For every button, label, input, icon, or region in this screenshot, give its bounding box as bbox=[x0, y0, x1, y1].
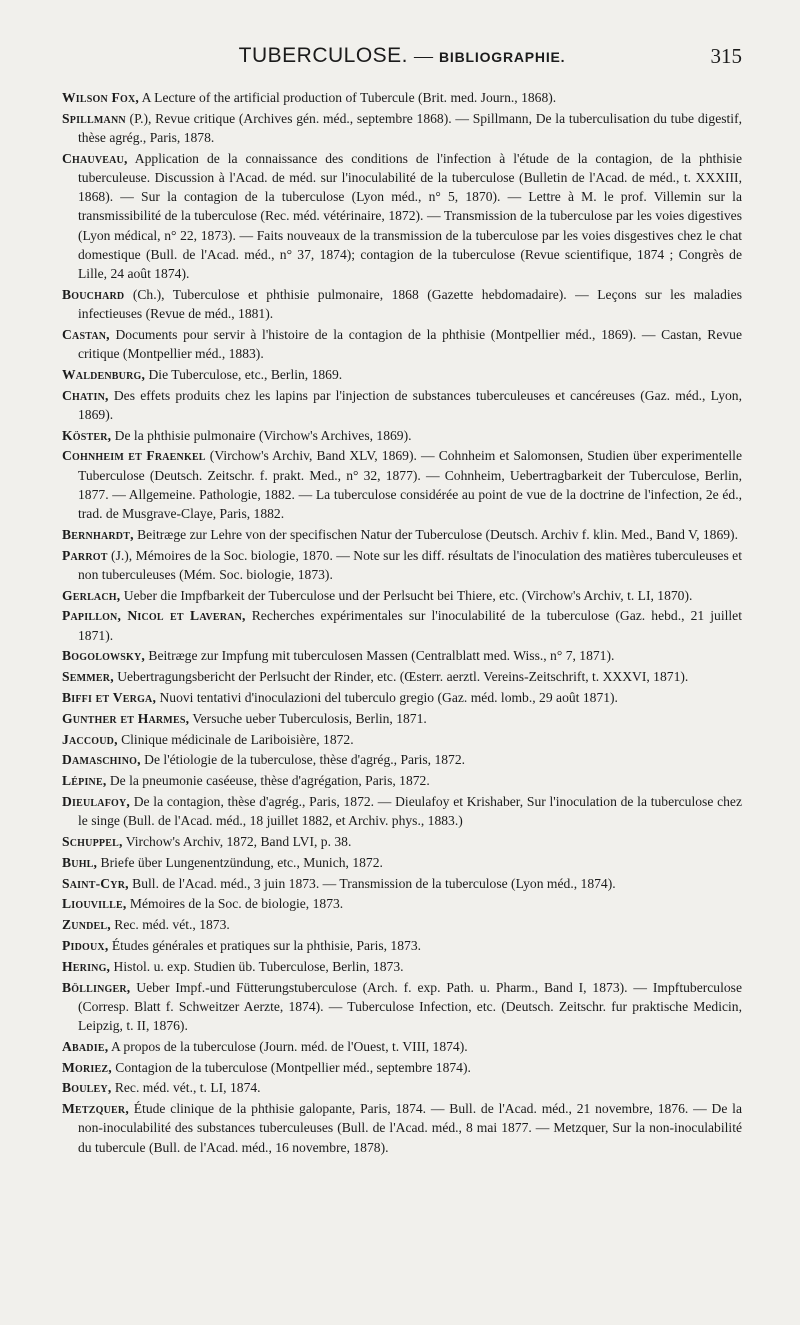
entry-text: Clinique médicinale de Lariboisière, 1872. bbox=[117, 731, 354, 747]
running-header bbox=[62, 44, 742, 80]
entry-author: Bouchard bbox=[62, 286, 125, 302]
entry-text: (P.), Revue critique (Archives gén. méd., septembre 1868). — Spillmann, De la tuberculisation du tube digestif, thèse agrég., Paris, 1878. bbox=[78, 110, 742, 145]
entry-text: Mémoires de la Soc. de biologie, 1873. bbox=[126, 896, 344, 912]
entry-author: Chatin, bbox=[62, 387, 109, 403]
bibliography-entry bbox=[62, 771, 742, 790]
entry-text: Bull. de l'Acad. méd., 3 juin 1873. — Transmission de la tuberculose (Lyon méd., 1874). bbox=[128, 875, 616, 891]
bibliography-entry bbox=[62, 365, 742, 384]
entry-author: Spillmann bbox=[62, 110, 126, 126]
entry-author: Lépine, bbox=[62, 773, 107, 789]
entry-text: De la pneumonie caséeuse, thèse d'agrégation, Paris, 1872. bbox=[106, 773, 430, 789]
entry-author: Wilson Fox, bbox=[62, 90, 140, 105]
entry-author: Dieulafoy, bbox=[62, 793, 130, 809]
entry-text: Beitræge zur Impfung mit tuberculosen Massen (Centralblatt med. Wiss., n° 7, 1871). bbox=[145, 648, 615, 664]
bibliography-list bbox=[62, 88, 742, 1157]
entry-text: Rec. méd. vét., 1873. bbox=[110, 917, 230, 933]
bibliography-entry bbox=[62, 446, 742, 523]
entry-author: Chauveau, bbox=[62, 150, 128, 166]
bibliography-entry bbox=[62, 525, 742, 544]
entry-author: Semmer, bbox=[62, 669, 114, 685]
bibliography-entry bbox=[62, 1078, 742, 1097]
entry-author: Saint-Cyr, bbox=[62, 875, 129, 891]
bibliography-entry bbox=[62, 426, 742, 445]
entry-author: Pidoux, bbox=[62, 937, 109, 953]
bibliography-entry bbox=[62, 586, 742, 605]
entry-text: A Lecture of the artificial production of Tubercule (Brit. med. Journ., 1868). bbox=[139, 90, 557, 105]
entry-author: Köster, bbox=[62, 427, 112, 443]
entry-author: Damaschino, bbox=[62, 752, 141, 768]
entry-author: Biffi et Verga, bbox=[62, 690, 157, 705]
entry-text: De la phthisie pulmonaire (Virchow's Archives, 1869). bbox=[111, 427, 412, 443]
entry-text: Ueber Impf.-und Fütterungstuberculose (Arch. f. exp. Path. u. Pharm., Band I, 1873). — Impftuberculose (Corresp. Blatt f. Schweitzer Aerzte, 1874). — Tuberculose Infection, etc. (Deutsch. Zeitschr. fur praktische Medicin, Leipzig, t. II, 1876). bbox=[78, 979, 742, 1033]
entry-text: A propos de la tuberculose (Journ. méd. de l'Ouest, t. VIII, 1874). bbox=[108, 1038, 468, 1054]
entry-author: Papillon, Nicol et Laveran, bbox=[62, 608, 246, 624]
bibliography-entry bbox=[62, 874, 742, 893]
bibliography-entry bbox=[62, 792, 742, 830]
entry-author: Gerlach, bbox=[62, 587, 121, 603]
entry-text: (J.), Mémoires de la Soc. biologie, 1870. — Note sur les diff. résultats de l'inoculation des matières tuberculeuses et non tuberculeuses (Mém. Soc. biologie, 1873). bbox=[78, 547, 742, 582]
bibliography-entry bbox=[62, 832, 742, 851]
entry-text: De l'étiologie de la tuberculose, thèse d'agrég., Paris, 1872. bbox=[140, 752, 466, 768]
entry-text: Documents pour servir à l'histoire de la contagion de la phthisie (Montpellier méd., 1869). — Castan, Revue critique (Montpellier méd., 1883). bbox=[78, 326, 742, 362]
entry-author: Metzquer, bbox=[62, 1101, 129, 1117]
header-dash: — bbox=[414, 46, 434, 67]
entry-author: Hering, bbox=[62, 958, 111, 974]
bibliography-entry bbox=[62, 667, 742, 686]
entry-text: (Virchow's Archiv, Band XLV, 1869). — Cohnheim et Salomonsen, Studien über experimentelle Tuberculose (Deutsch. Zeitschr. f. prakt. Med., n° 32, 1877). — Cohnheim, Uebertragbarkeit der Tuberculose, Berlin, 1877. — Allgemeine. Pathologie, 1882. — La tuberculose considérée au point de vue de la doctrine de l'infection, 2e éd., trad. de Musgrave-Claye, Paris, 1882. bbox=[78, 448, 742, 522]
bibliography-entry bbox=[62, 149, 742, 283]
bibliography-entry bbox=[62, 646, 742, 665]
entry-text: Die Tuberculose, etc., Berlin, 1869. bbox=[145, 366, 343, 382]
bibliography-entry bbox=[62, 730, 742, 749]
header-subtitle: BIBLIOGRAPHIE. bbox=[439, 49, 566, 65]
bibliography-entry bbox=[62, 978, 742, 1036]
bibliography-entry bbox=[62, 750, 742, 769]
bibliography-entry bbox=[62, 1058, 742, 1077]
entry-text: Recherches expérimentales sur l'inoculabilité de la tuberculose (Gaz. hebd., 21 juillet 1871). bbox=[78, 608, 742, 643]
bibliography-entry bbox=[62, 606, 742, 644]
entry-text: Uebertragungsbericht der Perlsucht der Rinder, etc. (Œsterr. aerztl. Vereins-Zeitschrift, t. XXXVI, 1871). bbox=[113, 669, 689, 685]
entry-author: Liouville, bbox=[62, 896, 127, 912]
entry-author: Moriez, bbox=[62, 1059, 112, 1075]
bibliography-entry bbox=[62, 853, 742, 872]
entry-author: Abadie, bbox=[62, 1038, 109, 1054]
entry-text: Études générales et pratiques sur la phthisie, Paris, 1873. bbox=[108, 937, 422, 953]
entry-text: Histol. u. exp. Studien üb. Tuberculose, Berlin, 1873. bbox=[110, 958, 404, 974]
bibliography-entry bbox=[62, 1099, 742, 1157]
entry-text: Virchow's Archiv, 1872, Band LVI, p. 38. bbox=[122, 833, 352, 849]
entry-author: Cohnheim et Fraenkel bbox=[62, 448, 206, 464]
entry-author: Böllinger, bbox=[62, 979, 131, 995]
entry-text: Rec. méd. vét., t. LI, 1874. bbox=[111, 1080, 261, 1096]
entry-author: Bogolowsky, bbox=[62, 648, 146, 664]
bibliography-entry bbox=[62, 1037, 742, 1056]
entry-author: Castan, bbox=[62, 326, 110, 342]
header-title: TUBERCULOSE. bbox=[238, 44, 409, 67]
entry-text: Versuche ueber Tuberculosis, Berlin, 1871. bbox=[189, 710, 427, 726]
entry-text: Contagion de la tuberculose (Montpellier méd., septembre 1874). bbox=[111, 1059, 471, 1075]
entry-text: Ueber die Impfbarkeit der Tuberculose und der Perlsucht bei Thiere, etc. (Virchow's Archiv, t. LI, 1870). bbox=[120, 587, 693, 603]
entry-text: Nuovi tentativi d'inoculazioni del tuberculo gregio (Gaz. méd. lomb., 29 août 1871). bbox=[156, 690, 618, 705]
entry-author: Jaccoud, bbox=[62, 731, 118, 747]
entry-author: Bernhardt, bbox=[62, 526, 134, 542]
bibliography-entry bbox=[62, 688, 742, 707]
entry-text: Étude clinique de la phthisie galopante, Paris, 1874. — Bull. de l'Acad. méd., 21 novembre, 1876. — De la non-inoculabilité des substances tuberculeuses (Bull. de l'Acad. méd., 8 mai 1877. — Metzquer, Sur la non-inoculabilité du tubercule (Bull. de l'Acad. méd., 16 novembre, 1878). bbox=[78, 1101, 742, 1155]
entry-text: Beitræge zur Lehre von der specifischen Natur der Tuberculose (Deutsch. Archiv f. klin. Med., Band V, 1869). bbox=[133, 526, 738, 542]
entry-author: Waldenburg, bbox=[62, 366, 146, 382]
bibliography-entry bbox=[62, 88, 742, 107]
bibliography-entry bbox=[62, 894, 742, 913]
entry-text: (Ch.), Tuberculose et phthisie pulmonaire, 1868 (Gazette hebdomadaire). — Leçons sur les maladies infectieuses (Revue de méd., 1881). bbox=[78, 286, 742, 322]
entry-author: Zundel, bbox=[62, 917, 111, 933]
bibliography-entry bbox=[62, 709, 742, 728]
bibliography-entry bbox=[62, 386, 742, 424]
entry-author: Buhl, bbox=[62, 854, 98, 870]
bibliography-entry bbox=[62, 325, 742, 363]
bibliography-entry bbox=[62, 936, 742, 955]
page-number: 315 bbox=[710, 44, 742, 68]
entry-text: De la contagion, thèse d'agrég., Paris, 1872. — Dieulafoy et Krishaber, Sur l'inoculation de la tuberculose chez le singe (Bull. de l'Acad. méd., 18 juillet 1882, et Archiv. phys., 1883.) bbox=[78, 793, 742, 829]
entry-author: Parrot bbox=[62, 547, 108, 563]
bibliography-entry bbox=[62, 109, 742, 147]
entry-author: Gunther et Harmes, bbox=[62, 710, 190, 726]
entry-text: Briefe über Lungenentzündung, etc., Munich, 1872. bbox=[97, 854, 383, 870]
bibliography-entry bbox=[62, 915, 742, 934]
entry-text: Application de la connaissance des conditions de l'infection à l'étude de la contagion, de la phthisie tuberculeuse. Discussion à l'Acad. de méd. sur l'inoculabilité de la tuberculose (Bulletin de l'Acad. de méd., t. XXXIII, 1868). — Sur la contagion de la tuberculose (Lyon méd., n° 5, 1870). — Lettre à M. le prof. Villemin sur la transmissibilité de la tuberculose (Rec. méd. vétérinaire, 1872). — Transmission de la tuberculose par les voies digestives (Lyon médical, n° 22, 1873). — Faits nouveaux de la transmission de la tuberculose par les voies disgestives chez le chat domestique (Bull. de l'Acad. méd., n° 37, 1874); contagion de la tuberculose (Revue scientifique, 1874 ; Congrès de Lille, 24 août 1874). bbox=[78, 150, 742, 282]
bibliography-entry bbox=[62, 546, 742, 584]
bibliography-entry bbox=[62, 285, 742, 323]
entry-author: Schuppel, bbox=[62, 833, 123, 849]
bibliography-entry bbox=[62, 957, 742, 976]
entry-text: Des effets produits chez les lapins par l'injection de substances tuberculeuses et cancéreuses (Gaz. méd., Lyon, 1869). bbox=[78, 387, 742, 422]
entry-author: Bouley, bbox=[62, 1080, 112, 1096]
